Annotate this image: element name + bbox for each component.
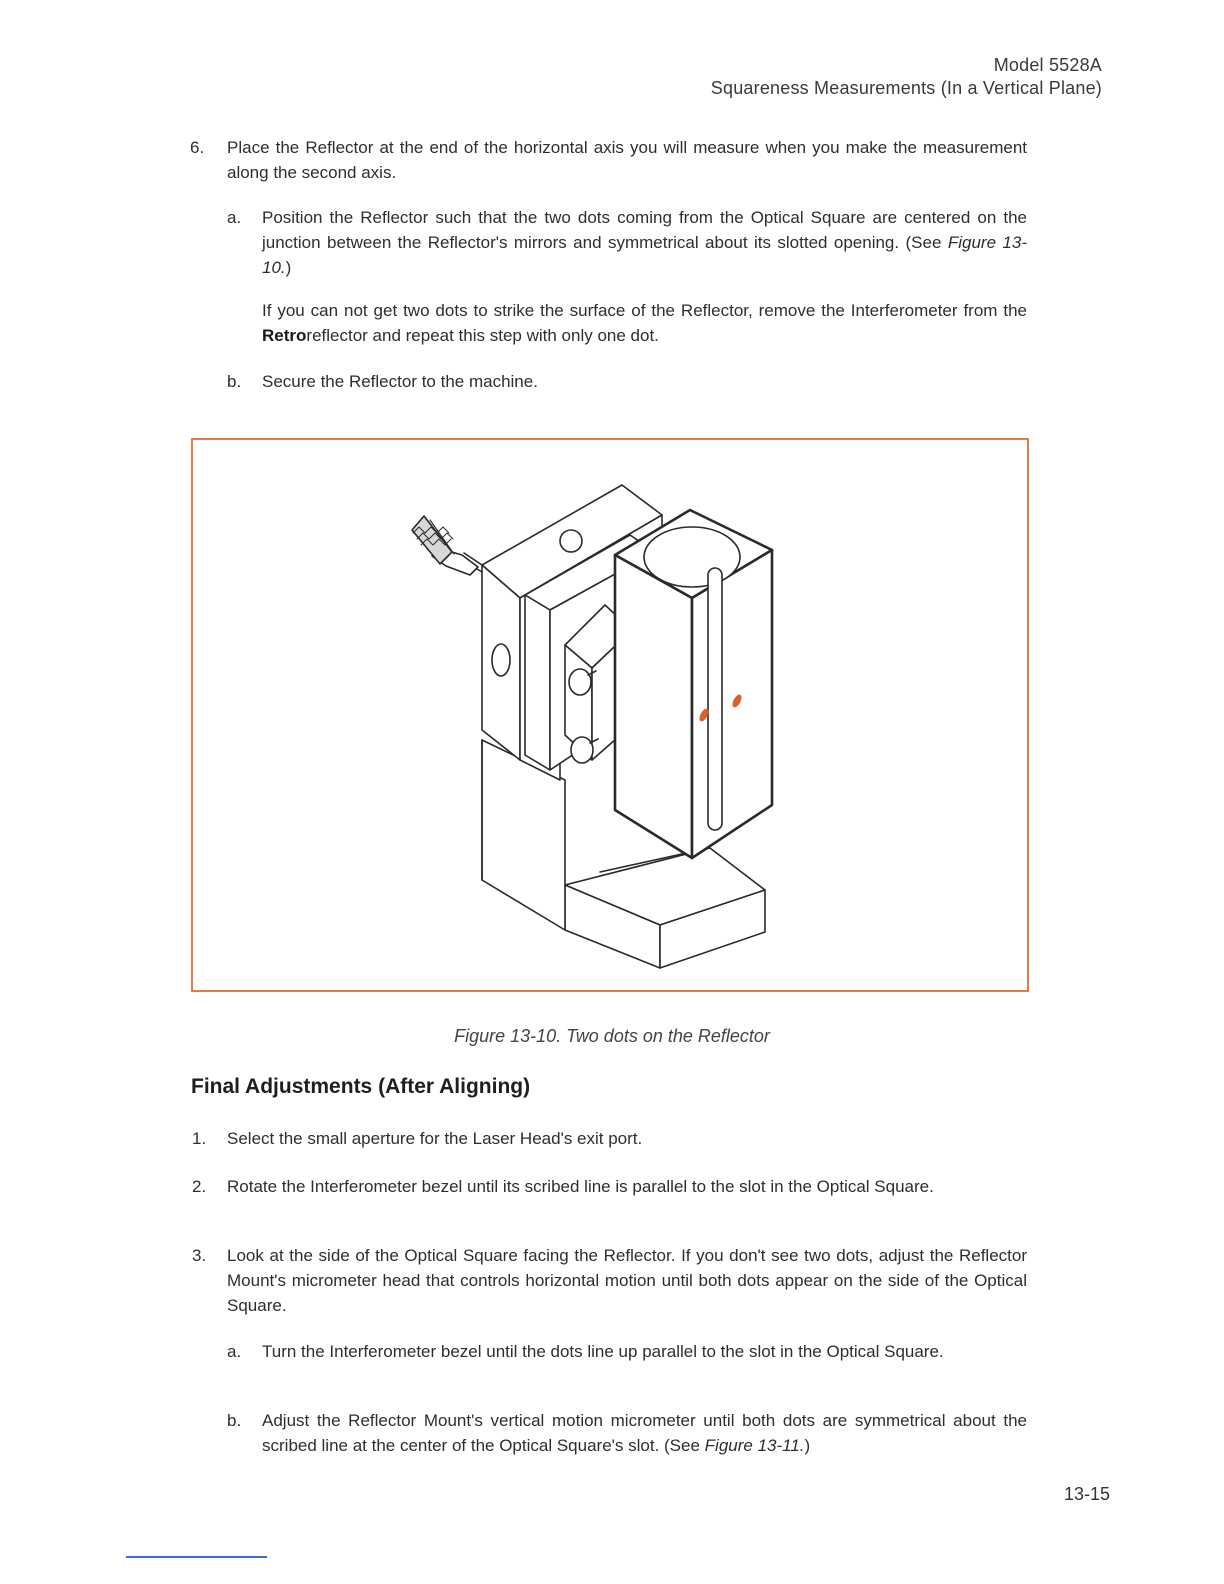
header-section: Squareness Measurements (In a Vertical Plane) [710, 78, 1102, 98]
final-item-3b-marker: b. [227, 1411, 242, 1430]
final-item-2-number: 2. [192, 1177, 207, 1196]
step-6a-note-text: If you can not get two dots to strike the surface of the Reflector, remove the Interferometer from the Retroreflector and repeat this step with only one dot. [262, 301, 1027, 345]
figure-ref-13-10: Figure 13-10. [262, 233, 1028, 277]
final-item-1-number: 1. [192, 1129, 207, 1148]
step-6a-marker: a. [227, 208, 242, 227]
final-item-3a-text: Turn the Interferometer bezel until the dots line up parallel to the slot in the Optical Square. [262, 1342, 944, 1361]
step-6b-marker: b. [227, 372, 242, 391]
section-title-final-adjustments: Final Adjustments (After Aligning) [191, 1075, 531, 1098]
step-6-text: Place the Reflector at the end of the horizontal axis you will measure when you make the measurement along the second axis. [227, 138, 1027, 182]
final-item-3a-marker: a. [227, 1342, 242, 1361]
retro-bold: Retro [262, 326, 307, 345]
footer-rule [126, 1556, 267, 1558]
final-item-3-text: Look at the side of the Optical Square facing the Reflector. If you don't see two dots, adjust the Reflector Mount's micrometer head that controls horizontal motion until both dots appear on the side of the Optical Square. [227, 1246, 1027, 1315]
figure-frame [191, 438, 1029, 992]
figure-ref-13-11: Figure 13-11. [704, 1436, 805, 1455]
step-6b-text: Secure the Reflector to the machine. [262, 372, 538, 391]
final-item-1-text: Select the small aperture for the Laser Head's exit port. [227, 1129, 643, 1148]
final-item-3-number: 3. [192, 1246, 207, 1265]
step-6a-text: Position the Reflector such that the two dots coming from the Optical Square are centered on the junction between the Reflector's mirrors and symmetrical about its slotted opening. (See Figure 13-10.) [262, 208, 1028, 277]
page-number: 13-15 [1063, 1484, 1110, 1504]
step-6-number: 6. [190, 138, 205, 157]
reflector-illustration [193, 440, 1027, 990]
final-item-3b-text: Adjust the Reflector Mount's vertical motion micrometer until both dots are symmetrical about the scribed line at the center of the Optical Square's slot. (See Figure 13-11.) [262, 1411, 1027, 1455]
header-model: Model 5528A [993, 55, 1102, 75]
final-item-2-text: Rotate the Interferometer bezel until its scribed line is parallel to the slot in the Optical Square. [227, 1177, 934, 1196]
figure-caption: Figure 13-10. Two dots on the Reflector [454, 1026, 770, 1046]
